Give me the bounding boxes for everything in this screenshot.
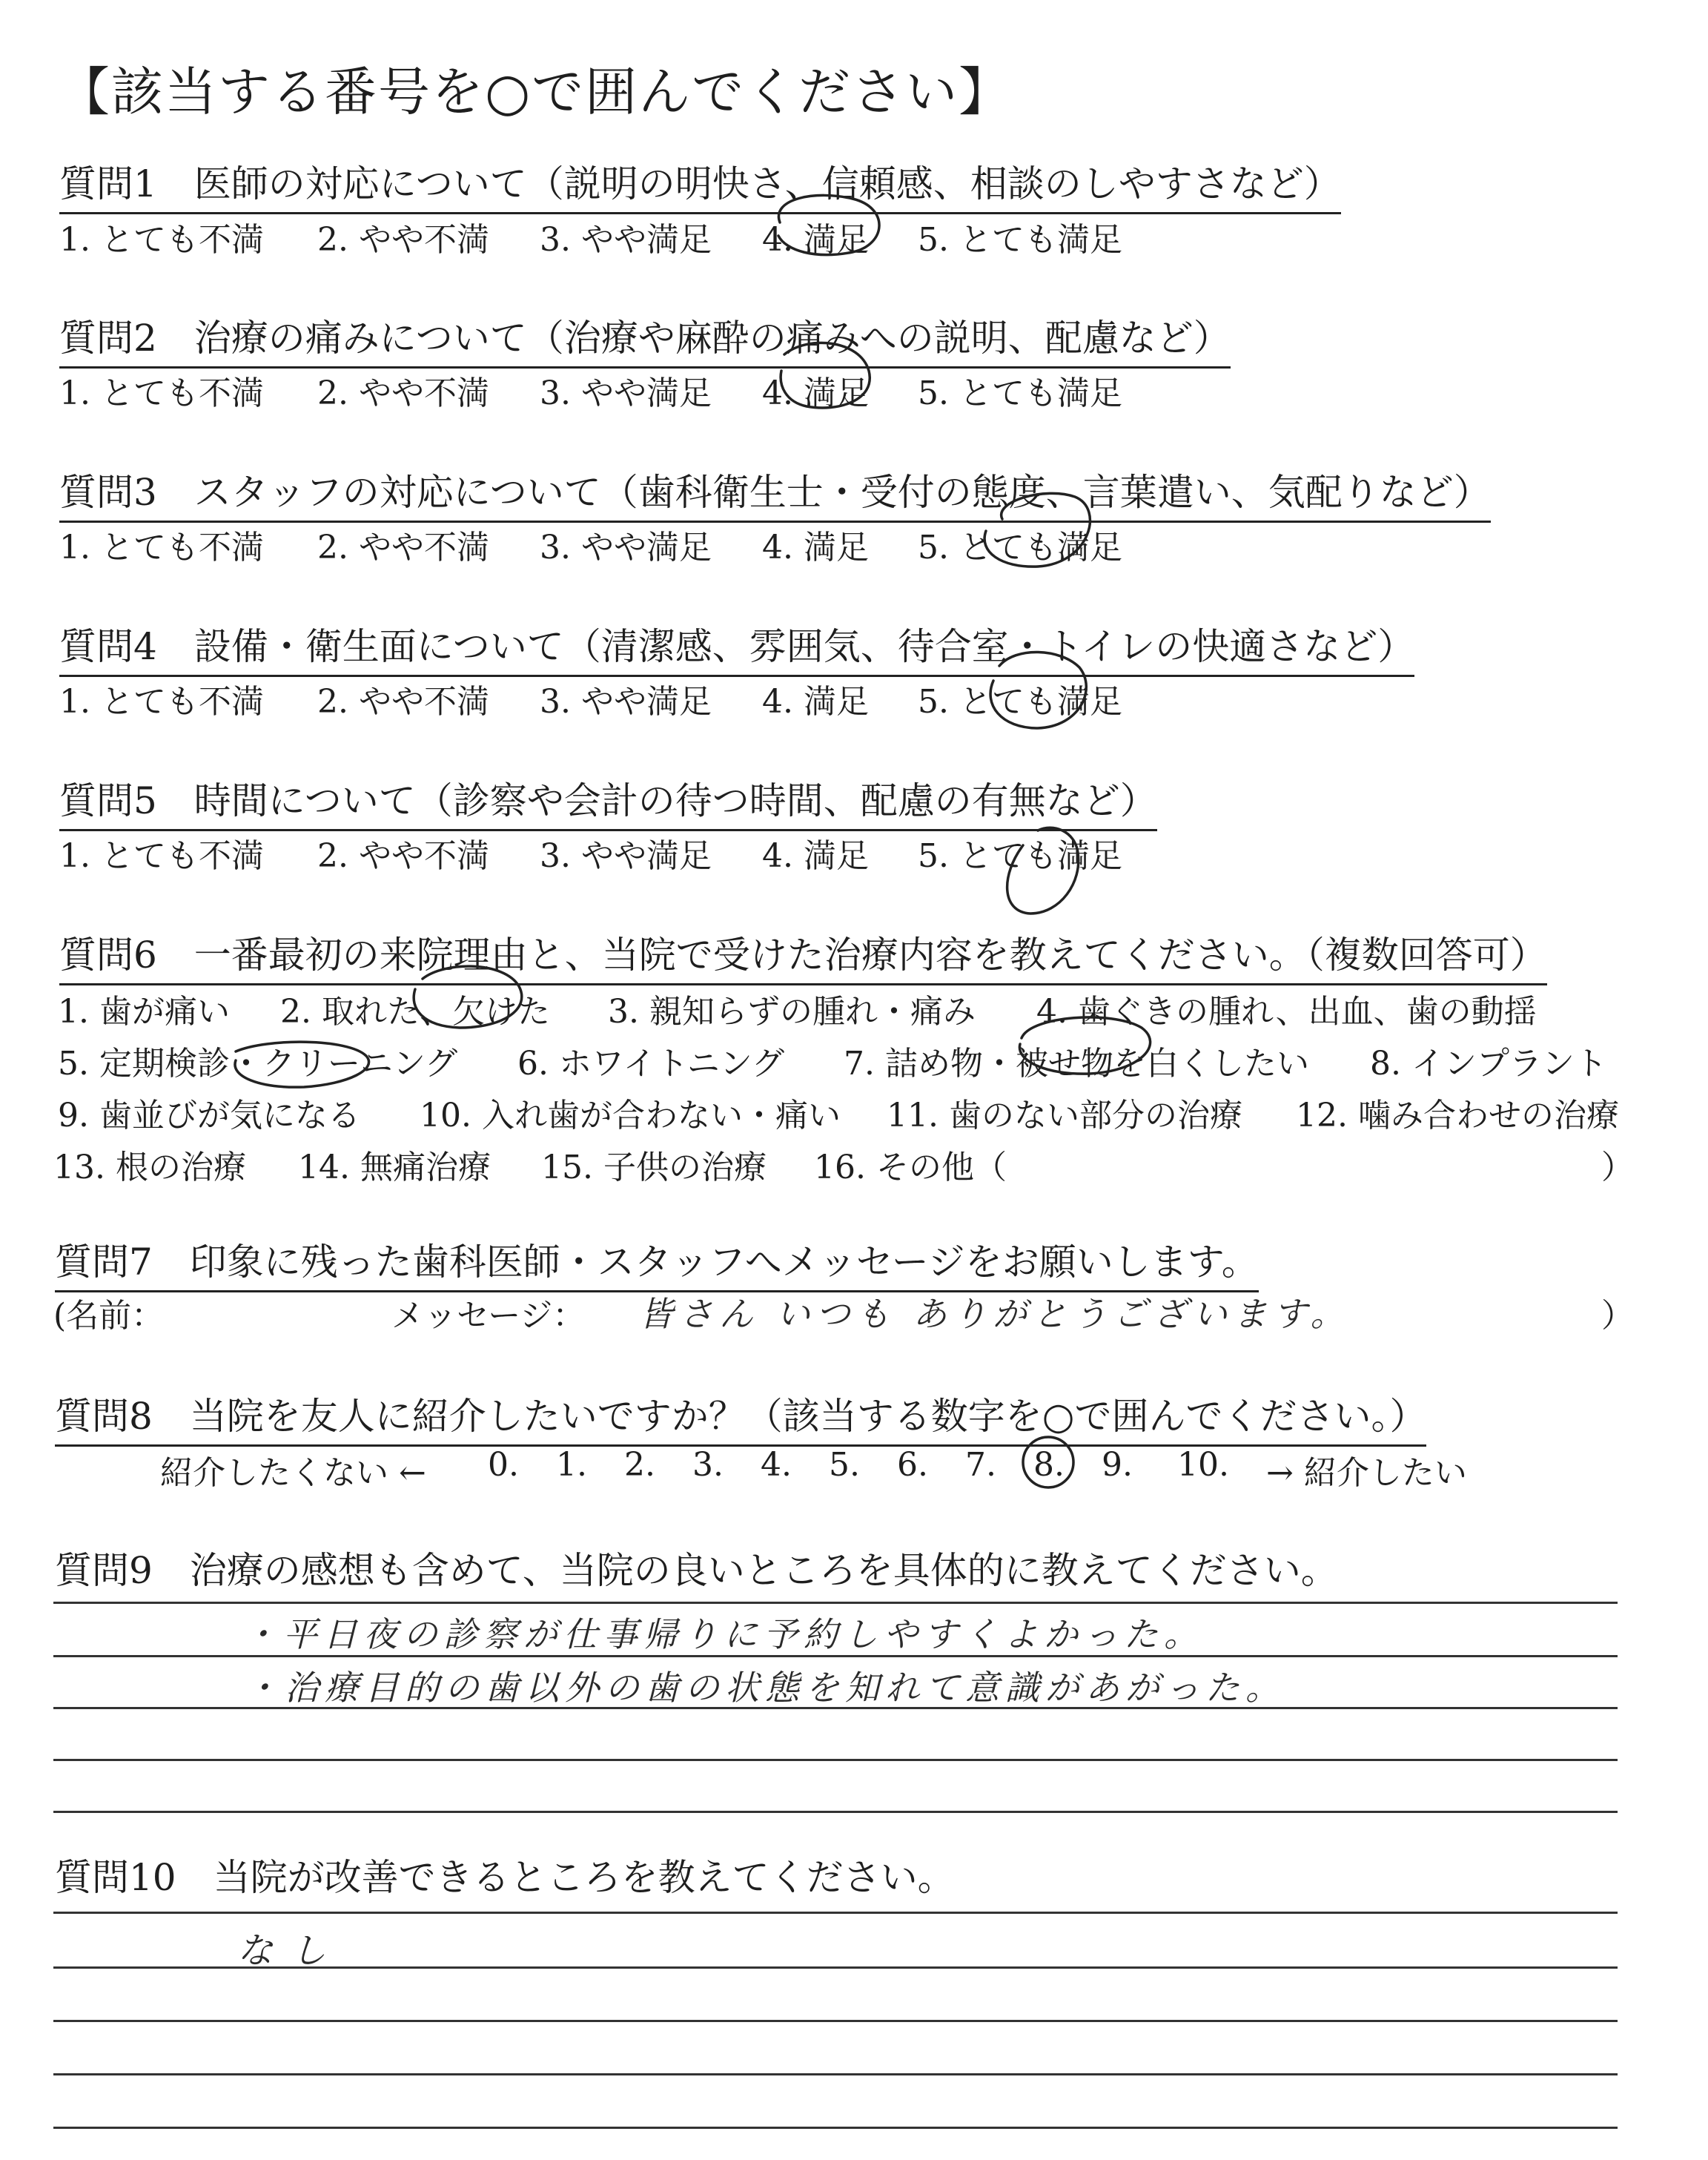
q6-heading: 質問6 一番最初の来院理由と、当院で受けた治療内容を教えてください。（複数回答可） (59, 925, 1547, 985)
q7-name-label: (名前： (53, 1297, 165, 1335)
q3-option-1[interactable]: 1. とても不満 (59, 529, 264, 567)
q2-option-4[interactable]: 4. 満足 (762, 374, 869, 412)
q7-heading: 質問7 印象に残った歯科医師・スタッフへメッセージをお願いします。 (55, 1232, 1259, 1292)
q7-close: ） (1601, 1297, 1634, 1335)
q10-line-5 (53, 2127, 1618, 2129)
q9-line-4 (53, 1759, 1618, 1761)
q2-option-5[interactable]: 5. とても満足 (918, 374, 1122, 412)
q8-option-10[interactable]: 10. (1177, 1446, 1229, 1484)
q10-line-1 (53, 1912, 1618, 1914)
q5-option-1[interactable]: 1. とても不満 (59, 837, 264, 875)
page-title: 【該当する番号を○で囲んでください】 (58, 62, 1013, 122)
q1-heading: 質問1 医師の対応について（説明の明快さ、信頼感、相談のしやすさなど） (59, 154, 1341, 214)
q6-option-5[interactable]: 5. 定期検診・クリーニング (58, 1045, 458, 1083)
q6-other-close: ） (1601, 1149, 1634, 1186)
q3-option-2[interactable]: 2. やや不満 (317, 529, 489, 567)
q6-option-16[interactable]: 16. その他（ (814, 1149, 1007, 1186)
q8-option-7[interactable]: 7. (965, 1446, 996, 1484)
q3-heading: 質問3 スタッフの対応について（歯科衛生士・受付の態度、言葉遣い、気配りなど） (59, 463, 1491, 523)
q4-heading: 質問4 設備・衛生面について（清潔感、雰囲気、待合室・トイレの快適さなど） (59, 617, 1414, 677)
q7-message-value[interactable]: 皆さん いつも ありがとうございます。 (639, 1294, 1351, 1334)
q4-option-1[interactable]: 1. とても不満 (59, 683, 264, 721)
q6-option-14[interactable]: 14. 無痛治療 (298, 1149, 491, 1186)
q9-line-3 (53, 1707, 1618, 1709)
q6-option-7[interactable]: 7. 詰め物・被せ物を白くしたい (844, 1045, 1309, 1083)
q9-answer-line-1[interactable]: ・平日夜の診察が仕事帰りに予約しやすくよかった。 (243, 1614, 1204, 1654)
q1-option-1[interactable]: 1. とても不満 (59, 221, 264, 259)
q5-option-4[interactable]: 4. 満足 (762, 837, 869, 875)
q5-heading: 質問5 時間について（診察や会計の待つ時間、配慮の有無など） (59, 771, 1157, 831)
q2-option-1[interactable]: 1. とても不満 (59, 374, 264, 412)
q10-heading: 質問10 当院が改善できるところを教えてください。 (55, 1856, 955, 1899)
q9-line-2 (53, 1655, 1618, 1657)
q10-line-3 (53, 2020, 1618, 2022)
q1-option-5[interactable]: 5. とても満足 (918, 221, 1122, 259)
q9-line-1 (53, 1602, 1618, 1604)
q6-option-4[interactable]: 4. 歯ぐきの腫れ、出血、歯の動揺 (1036, 993, 1537, 1031)
q7-message-label: メッセージ： (391, 1297, 586, 1335)
q9-heading: 質問9 治療の感想も含めて、当院の良いところを具体的に教えてください。 (55, 1549, 1338, 1592)
q8-option-9[interactable]: 9. (1102, 1446, 1133, 1484)
q10-line-4 (53, 2073, 1618, 2075)
q6-option-15[interactable]: 15. 子供の治療 (541, 1149, 767, 1186)
q2-option-3[interactable]: 3. やや満足 (540, 374, 712, 412)
q8-heading: 質問8 当院を友人に紹介したいですか？（該当する数字を○で囲んでください。） (55, 1387, 1426, 1447)
q5-option-5[interactable]: 5. とても満足 (918, 837, 1122, 875)
q6-option-1[interactable]: 1. 歯が痛い (58, 993, 230, 1031)
q5-option-2[interactable]: 2. やや不満 (317, 837, 489, 875)
q6-option-8[interactable]: 8. インプラント (1370, 1045, 1607, 1083)
q6-option-13[interactable]: 13. 根の治療 (53, 1149, 246, 1186)
q4-option-3[interactable]: 3. やや満足 (540, 683, 712, 721)
q6-option-2[interactable]: 2. 取れた、欠けた (280, 993, 550, 1031)
q6-option-3[interactable]: 3. 親知らずの腫れ・痛み (608, 993, 976, 1031)
q2-option-2[interactable]: 2. やや不満 (317, 374, 489, 412)
q4-option-5[interactable]: 5. とても満足 (918, 683, 1122, 721)
q8-option-5[interactable]: 5. (829, 1446, 860, 1484)
q2-heading: 質問2 治療の痛みについて（治療や麻酔の痛みへの説明、配慮など） (59, 308, 1231, 369)
q4-option-4[interactable]: 4. 満足 (762, 683, 869, 721)
q6-option-9[interactable]: 9. 歯並びが気になる (58, 1097, 360, 1135)
q9-answer-line-2[interactable]: ・治療目的の歯以外の歯の状態を知れて意識があがった。 (245, 1668, 1285, 1708)
q8-option-1[interactable]: 1. (556, 1446, 587, 1484)
q4-option-2[interactable]: 2. やや不満 (317, 683, 489, 721)
q1-option-3[interactable]: 3. やや満足 (540, 221, 712, 259)
q1-option-4[interactable]: 4. 満足 (762, 221, 869, 259)
q3-option-4[interactable]: 4. 満足 (762, 529, 869, 567)
q8-option-8[interactable]: 8. (1033, 1446, 1065, 1484)
q8-option-0[interactable]: 0. (488, 1446, 519, 1484)
q8-option-4[interactable]: 4. (761, 1446, 792, 1484)
q3-option-5[interactable]: 5. とても満足 (918, 529, 1122, 567)
q8-option-6[interactable]: 6. (897, 1446, 928, 1484)
q8-option-3[interactable]: 3. (692, 1446, 724, 1484)
q6-option-6[interactable]: 6. ホワイトニング (517, 1045, 785, 1083)
q9-line-5 (53, 1811, 1618, 1813)
q6-option-10[interactable]: 10. 入れ歯が合わない・痛い (420, 1097, 841, 1135)
q6-option-11[interactable]: 11. 歯のない部分の治療 (887, 1097, 1242, 1135)
q10-line-2 (53, 1966, 1618, 1969)
q3-option-3[interactable]: 3. やや満足 (540, 529, 712, 567)
q8-left-label: 紹介したくない ← (160, 1454, 426, 1492)
q8-option-2[interactable]: 2. (624, 1446, 655, 1484)
q8-right-label: → 紹介したい (1266, 1454, 1467, 1492)
q1-option-2[interactable]: 2. やや不満 (317, 221, 489, 259)
q5-option-3[interactable]: 3. やや満足 (540, 837, 712, 875)
q10-answer[interactable]: なし (237, 1930, 345, 1972)
q6-option-12[interactable]: 12. 噛み合わせの治療 (1296, 1097, 1619, 1135)
